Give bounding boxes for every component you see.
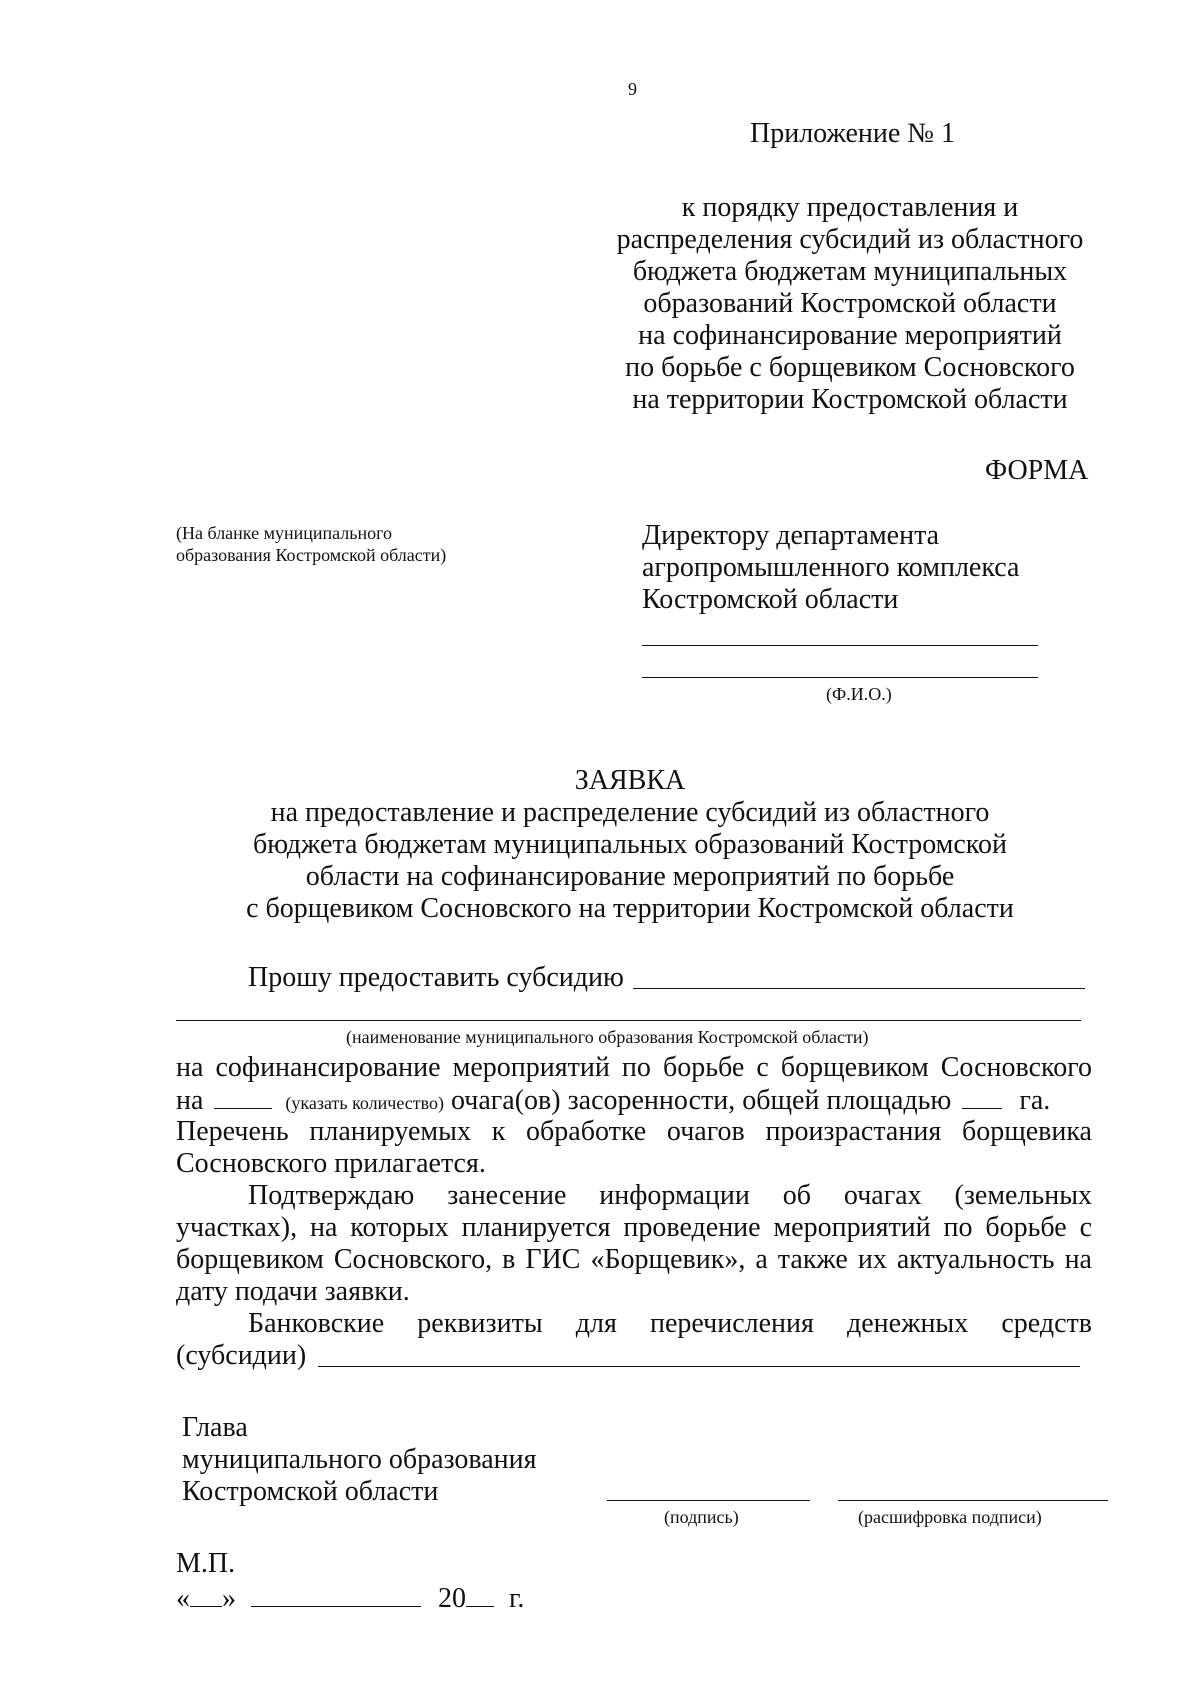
date-line: « » 20 г. bbox=[176, 1583, 525, 1614]
appendix-line: к порядку предоставления и bbox=[681, 192, 1019, 223]
appendix-line: образований Костромской области bbox=[643, 288, 1057, 319]
year-blank[interactable] bbox=[466, 1582, 494, 1607]
request-text: Прошу предоставить субсидию bbox=[248, 962, 624, 993]
foci-count-blank[interactable] bbox=[214, 1084, 272, 1109]
addressee-line: Костромской области bbox=[642, 584, 899, 615]
appendix-description bbox=[600, 192, 1100, 416]
body-line-2: на (указать количество) очага(ов) засоренности, общей площадью га. bbox=[176, 1085, 1051, 1116]
bank-details-blank[interactable] bbox=[318, 1366, 1080, 1367]
signatory: Глава муниципального образования Костромской области bbox=[182, 1412, 537, 1507]
letterhead-note: (На бланке муниципального образования Костромской области) bbox=[176, 523, 447, 565]
bank-line-1: Банковские реквизиты для перечисления денежных средств bbox=[248, 1308, 1092, 1339]
appendix-line: распределения субсидий из областного bbox=[616, 224, 1084, 255]
signature-decoding-blank[interactable] bbox=[838, 1500, 1108, 1501]
form-label: ФОРМА bbox=[985, 455, 1089, 486]
signature-blank[interactable] bbox=[607, 1500, 810, 1501]
confirm-line-3: борщевиком Сосновского, в ГИС «Борщевик», а также их актуальность на bbox=[176, 1244, 1092, 1275]
addressee-blank-2[interactable] bbox=[642, 677, 1038, 678]
day-blank[interactable] bbox=[190, 1582, 222, 1607]
body-line-4: Сосновского прилагается. bbox=[176, 1148, 486, 1179]
appendix-line: по борьбе с борщевиком Сосновского bbox=[625, 352, 1075, 383]
area-blank[interactable] bbox=[962, 1084, 1002, 1109]
appendix-line: на территории Костромской области bbox=[632, 384, 1068, 415]
bank-line-2: (субсидии) bbox=[176, 1340, 307, 1371]
signature-caption: (подпись) bbox=[664, 1507, 739, 1527]
confirm-line-2: участках), на которых планируется проведение мероприятий по борьбе с bbox=[176, 1212, 1092, 1243]
count-hint: (указать количество) bbox=[285, 1093, 445, 1113]
confirm-line-1: Подтверждаю занесение информации об очагах (земельных bbox=[248, 1180, 1092, 1211]
confirm-line-4: дату подачи заявки. bbox=[176, 1276, 410, 1307]
decoding-caption: (расшифровка подписи) bbox=[858, 1507, 1042, 1527]
addressee-blank-1[interactable] bbox=[642, 645, 1038, 646]
application-title: ЗАЯВКА bbox=[574, 765, 686, 796]
municipality-caption: (наименование муниципального образования Костромской области) bbox=[346, 1027, 869, 1047]
fio-caption: (Ф.И.О.) bbox=[826, 684, 892, 704]
month-blank[interactable] bbox=[251, 1582, 421, 1607]
body-line-3: Перечень планируемых к обработке очагов произрастания борщевика bbox=[176, 1116, 1092, 1147]
subsidy-blank[interactable] bbox=[633, 988, 1085, 989]
appendix-title: Приложение № 1 bbox=[750, 118, 955, 149]
addressee bbox=[642, 520, 1019, 616]
addressee-line: Директору департамента bbox=[642, 520, 940, 551]
page-number: 9 bbox=[628, 79, 637, 99]
appendix-line: на софинансирование мероприятий bbox=[638, 320, 1062, 351]
application-subtitle: на предоставление и распределение субсидий из областного бюджета бюджетам муниципальных образований Костромской области на софинансирование мероприятий по борьбе с борщевиком Сосновского на территории Костромской области bbox=[246, 797, 1014, 924]
municipality-blank[interactable] bbox=[176, 1020, 1081, 1021]
body-line-1: на софинансирование мероприятий по борьбе с борщевиком Сосновского bbox=[176, 1052, 1092, 1083]
addressee-line: агропромышленного комплекса bbox=[642, 552, 1020, 583]
appendix-line: бюджета бюджетам муниципальных bbox=[632, 256, 1068, 287]
stamp-place: М.П. bbox=[176, 1548, 236, 1579]
